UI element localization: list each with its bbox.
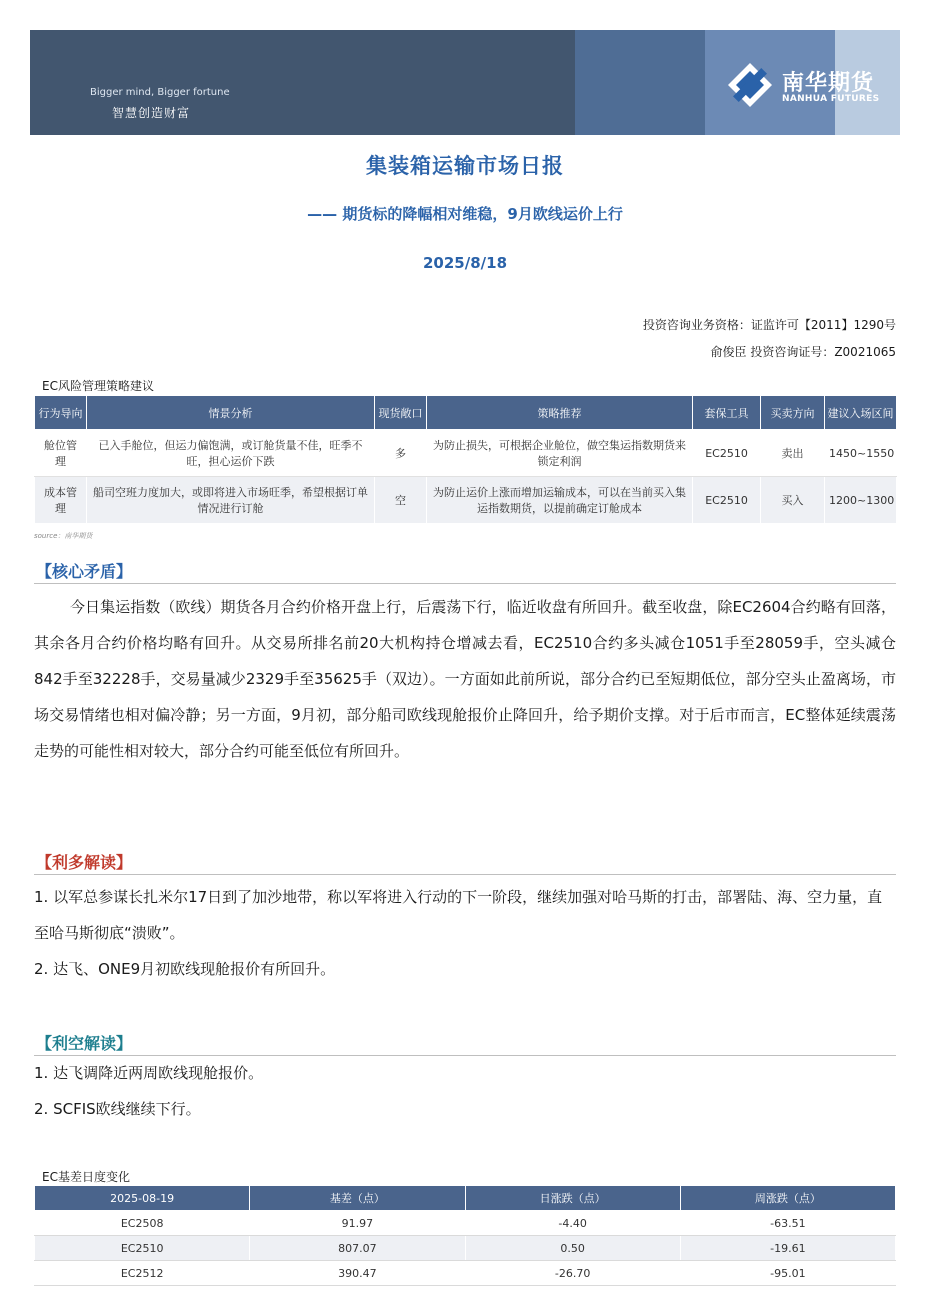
header-cell: 策略推荐 (427, 396, 693, 430)
analyst-text: 俞俊臣 投资咨询证号：Z0021065 (710, 345, 896, 359)
table-cell: EC2510 (693, 477, 761, 524)
table-cell: EC2508 (35, 1211, 250, 1236)
table-source: source：南华期货 (34, 532, 93, 540)
risk-table-caption: EC风险管理策略建议 (42, 379, 154, 393)
table-cell: 为防止运价上涨而增加运输成本，可以在当前买入集运指数期货，以提前确定订舱成本 (427, 477, 693, 524)
table-cell: -26.70 (465, 1261, 680, 1286)
bullish-item: 2. 达飞、ONE9月初欧线现舱报价有所回升。 (34, 960, 336, 978)
table-cell: 1200~1300 (825, 477, 897, 524)
section-heading-bullish (34, 848, 896, 875)
bullish-item: 1. 以军总参谋长扎米尔17日到了加沙地带，称以军将进入行动的下一阶段，继续加强对哈马斯的打击，部署陆、海、空力量，直至哈马斯彻底“溃败”。 (34, 888, 883, 942)
report-subtitle: —— 期货标的降幅相对维稳，9月欧线运价上行 (307, 205, 623, 223)
header-banner (30, 30, 900, 135)
table-cell: -63.51 (680, 1211, 895, 1236)
header-cell: 行为导向 (35, 396, 87, 430)
table-row (35, 430, 897, 477)
table-cell: 1450~1550 (825, 430, 897, 477)
header-cell: 买卖方向 (761, 396, 825, 430)
section-title: 【利多解读】 (36, 853, 133, 872)
bearish-item: 1. 达飞调降近两周欧线现舱报价。 (34, 1064, 264, 1082)
header-cell: 现货敞口 (375, 396, 427, 430)
table-cell: 船司空班力度加大，或即将进入市场旺季，希望根据订单情况进行订舱 (87, 477, 375, 524)
table-cell: -95.01 (680, 1261, 895, 1286)
nanhua-logo-icon (726, 61, 774, 109)
table-cell: 390.47 (250, 1261, 465, 1286)
tagline-cn: 智慧创造财富 (112, 106, 191, 120)
logo-text-cn: 南华期货 (782, 71, 875, 96)
section-heading-core (34, 557, 896, 584)
table-row (35, 1236, 896, 1261)
header-cell: 日涨跌（点） (465, 1186, 680, 1211)
table-header-row (35, 1186, 896, 1211)
report-date: 2025/8/18 (422, 254, 508, 272)
table-cell: EC2510 (35, 1236, 250, 1261)
header-cell: 基差（点） (250, 1186, 465, 1211)
table-cell: -4.40 (465, 1211, 680, 1236)
table-cell: EC2510 (693, 430, 761, 477)
header-cell: 建议入场区间 (825, 396, 897, 430)
banner-panel (575, 30, 705, 135)
risk-strategy-table (34, 395, 897, 524)
table-cell: 买入 (761, 477, 825, 524)
table-cell: -19.61 (680, 1236, 895, 1261)
table-cell: 成本管理 (35, 477, 87, 524)
table-cell: 已入手舱位，但运力偏饱满，或订舱货量不佳，旺季不旺，担心运价下跌 (87, 430, 375, 477)
table-row (35, 1211, 896, 1236)
header-cell: 2025-08-19 (35, 1186, 250, 1211)
basis-table-caption: EC基差日度变化 (42, 1170, 130, 1184)
table-row (35, 1261, 896, 1286)
basis-table (34, 1185, 896, 1286)
section-heading-bearish (34, 1029, 896, 1056)
table-cell: 空 (375, 477, 427, 524)
logo-text-en: NANHUA FUTURES (782, 94, 880, 104)
core-paragraph: 今日集运指数（欧线）期货各月合约价格开盘上行，后震荡下行，临近收盘有所回升。截至收盘，除EC2604合约略有回落，其余各月合约价格均略有回升。从交易所排名前20大机构持仓增减去看，EC2510合约多头减仓1051手至28059手，空头减仓842手至32228手，交易量减少2329手至35625手（双边）。一方面如此前所说，部分合约已至短期低位，部分空头止盈离场，市场交易情绪也相对偏冷静；另一方面，9月初，部分船司欧线现舱报价止降回升，给予期价支撑。对于后市而言，EC整体延续震荡走势的可能性相对较大，部分合约可能至低位有所回升。 (34, 598, 896, 760)
table-cell: 多 (375, 430, 427, 477)
table-cell: 807.07 (250, 1236, 465, 1261)
table-row (35, 477, 897, 524)
report-title: 集装箱运输市场日报 (366, 154, 564, 178)
header-cell: 情景分析 (87, 396, 375, 430)
tagline-en: Bigger mind, Bigger fortune (90, 87, 230, 98)
table-cell: 为防止损失，可根据企业舱位，做空集运指数期货来锁定利润 (427, 430, 693, 477)
table-cell: 卖出 (761, 430, 825, 477)
section-title: 【利空解读】 (36, 1034, 133, 1053)
header-cell: 周涨跌（点） (680, 1186, 895, 1211)
table-cell: EC2512 (35, 1261, 250, 1286)
bearish-item: 2. SCFIS欧线继续下行。 (34, 1100, 201, 1118)
table-cell: 0.50 (465, 1236, 680, 1261)
table-header-row (35, 396, 897, 430)
qualification-text: 投资咨询业务资格：证监许可【2011】1290号 (642, 318, 896, 332)
table-cell: 91.97 (250, 1211, 465, 1236)
table-cell: 舱位管理 (35, 430, 87, 477)
header-cell: 套保工具 (693, 396, 761, 430)
section-title: 【核心矛盾】 (36, 562, 133, 581)
